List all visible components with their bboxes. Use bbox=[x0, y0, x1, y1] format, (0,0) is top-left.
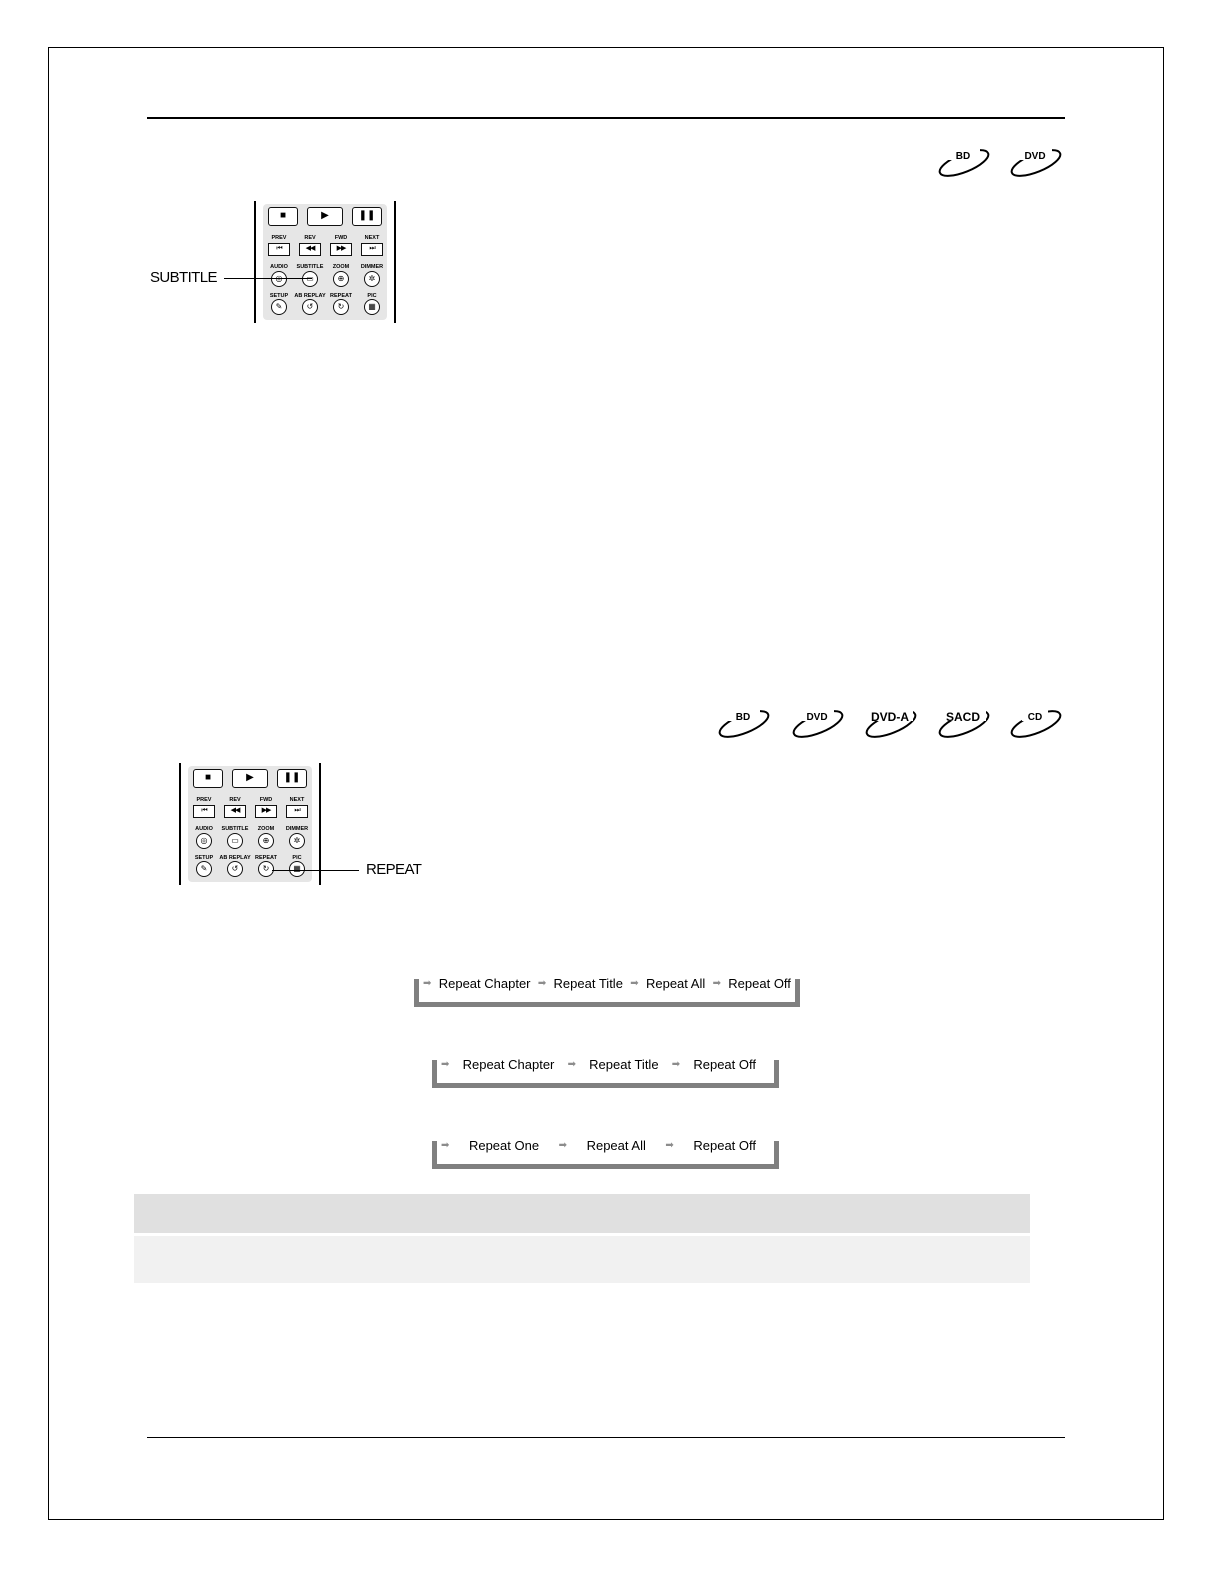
repeat-callout: REPEAT bbox=[366, 861, 422, 878]
disc-badge-bd: BD bbox=[938, 146, 996, 186]
fast-forward-icon: ▶▶ bbox=[255, 805, 277, 818]
pause-icon: ❚❚ bbox=[277, 769, 307, 788]
cycle-step: Repeat Title bbox=[553, 975, 623, 991]
arrow-icon: ➡ bbox=[558, 1139, 568, 1151]
label-ab-replay: AB REPLAY bbox=[219, 855, 251, 861]
label-next: NEXT bbox=[289, 797, 305, 803]
play-icon: ▶ bbox=[307, 207, 343, 226]
subtitle-icon: ▭ bbox=[227, 833, 243, 849]
audio-icon: ◎ bbox=[271, 271, 287, 287]
disc-badge-sacd: SACD bbox=[938, 707, 996, 747]
label-prev: PREV bbox=[196, 797, 212, 803]
pic-icon: ▦ bbox=[289, 861, 305, 877]
header-rule bbox=[147, 117, 1065, 119]
cycle-step: Repeat Off bbox=[693, 1056, 756, 1072]
label-pic: PIC bbox=[292, 855, 302, 861]
note-body-band bbox=[134, 1236, 1030, 1283]
arrow-icon: ➡ bbox=[441, 1058, 450, 1070]
repeat-cycle-cd bbox=[432, 1137, 779, 1169]
label-prev: PREV bbox=[271, 235, 287, 241]
label-setup: SETUP bbox=[269, 293, 289, 299]
subtitle-leader-line bbox=[224, 278, 312, 279]
subtitle-icon: ▭ bbox=[302, 271, 318, 287]
disc-badge-dvd-a: DVD-A bbox=[865, 707, 923, 747]
arrow-icon: ➡ bbox=[423, 977, 432, 989]
arrow-icon: ➡ bbox=[567, 1058, 576, 1070]
label-fwd: FWD bbox=[334, 235, 348, 241]
disc-badge-dvd: DVD bbox=[1010, 146, 1068, 186]
cycle-step: Repeat Off bbox=[728, 975, 791, 991]
arrow-icon: ➡ bbox=[630, 977, 639, 989]
disc-badge-bd: BD bbox=[718, 707, 776, 747]
note-header-band bbox=[134, 1194, 1030, 1233]
label-rev: REV bbox=[304, 235, 316, 241]
ab-replay-icon: ↺ bbox=[227, 861, 243, 877]
arrow-icon: ➡ bbox=[712, 977, 721, 989]
remote-illustration-repeat bbox=[179, 763, 321, 885]
setup-icon: ✎ bbox=[196, 861, 212, 877]
stop-icon: ■ bbox=[268, 207, 298, 226]
label-next: NEXT bbox=[364, 235, 380, 241]
cycle-step: Repeat All bbox=[586, 1137, 646, 1153]
play-icon: ▶ bbox=[232, 769, 268, 788]
dimmer-icon: ✲ bbox=[289, 833, 305, 849]
arrow-icon: ➡ bbox=[671, 1058, 681, 1070]
label-audio: AUDIO bbox=[195, 826, 213, 832]
footer-rule bbox=[147, 1437, 1065, 1438]
repeat-cycle-dvd bbox=[432, 1056, 779, 1088]
label-subtitle: SUBTITLE bbox=[296, 264, 324, 270]
setup-icon: ✎ bbox=[271, 299, 287, 315]
pic-icon: ▦ bbox=[364, 299, 380, 315]
arrow-icon: ➡ bbox=[441, 1139, 450, 1151]
label-repeat: REPEAT bbox=[255, 855, 277, 861]
repeat-icon: ↻ bbox=[333, 299, 349, 315]
label-dimmer: DIMMER bbox=[285, 826, 309, 832]
rewind-icon: ◀◀ bbox=[299, 243, 321, 256]
disc-badge-dvd: DVD bbox=[792, 707, 850, 747]
label-pic: PIC bbox=[367, 293, 377, 299]
fast-forward-icon: ▶▶ bbox=[330, 243, 352, 256]
subtitle-callout: SUBTITLE bbox=[150, 269, 217, 286]
rewind-icon: ◀◀ bbox=[224, 805, 246, 818]
label-subtitle: SUBTITLE bbox=[221, 826, 249, 832]
zoom-icon: ⊕ bbox=[258, 833, 274, 849]
arrow-icon: ➡ bbox=[537, 977, 547, 989]
next-icon: ⏭ bbox=[361, 243, 383, 256]
label-zoom: ZOOM bbox=[332, 264, 350, 270]
cycle-step: Repeat Title bbox=[589, 1056, 659, 1072]
cycle-step: Repeat One bbox=[468, 1137, 540, 1153]
arrow-icon: ➡ bbox=[665, 1139, 674, 1151]
label-audio: AUDIO bbox=[270, 264, 288, 270]
cycle-step: Repeat Off bbox=[693, 1137, 756, 1153]
label-repeat: REPEAT bbox=[330, 293, 352, 299]
cycle-step: Repeat Chapter bbox=[438, 975, 531, 991]
cycle-step: Repeat All bbox=[645, 975, 706, 991]
label-rev: REV bbox=[229, 797, 241, 803]
remote-illustration-subtitle bbox=[254, 201, 396, 323]
dimmer-icon: ✲ bbox=[364, 271, 380, 287]
label-zoom: ZOOM bbox=[257, 826, 275, 832]
disc-badge-cd: CD bbox=[1010, 707, 1068, 747]
repeat-leader-line bbox=[272, 870, 359, 871]
pause-icon: ❚❚ bbox=[352, 207, 382, 226]
prev-icon: ⏮ bbox=[193, 805, 215, 818]
label-fwd: FWD bbox=[259, 797, 273, 803]
repeat-cycle-bd bbox=[414, 975, 800, 1007]
stop-icon: ■ bbox=[193, 769, 223, 788]
label-dimmer: DIMMER bbox=[360, 264, 384, 270]
audio-icon: ◎ bbox=[196, 833, 212, 849]
zoom-icon: ⊕ bbox=[333, 271, 349, 287]
prev-icon: ⏮ bbox=[268, 243, 290, 256]
label-ab-replay: AB REPLAY bbox=[294, 293, 326, 299]
repeat-icon: ↻ bbox=[258, 861, 274, 877]
cycle-step: Repeat Chapter bbox=[462, 1056, 555, 1072]
label-setup: SETUP bbox=[194, 855, 214, 861]
ab-replay-icon: ↺ bbox=[302, 299, 318, 315]
next-icon: ⏭ bbox=[286, 805, 308, 818]
